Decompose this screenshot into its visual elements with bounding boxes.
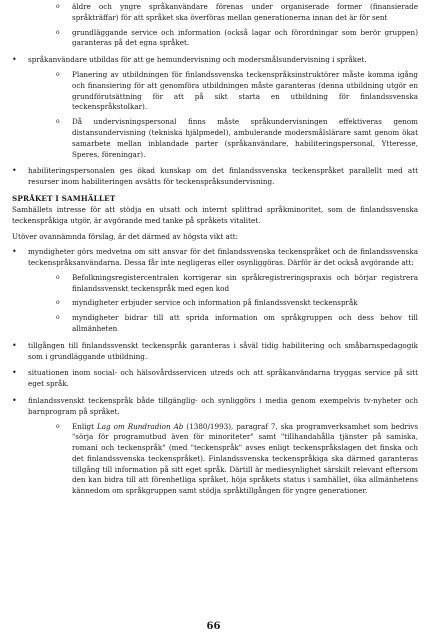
list-item: [12, 422, 418, 498]
list-item-text: habiliteringspersonalen ges ökad kunskap om det finlandssvenska teckenspråket parallellt med att resurser inom habiliteringen avsätts för teckenspråksundervisning.: [28, 166, 418, 187]
bullet-icon: •: [12, 368, 17, 378]
list-item: [12, 55, 418, 66]
bullet-icon: •: [12, 55, 17, 65]
law-intro: Enligt: [72, 421, 97, 431]
list-item-text: Befolkningsregistercentralen korrigerar sin språkregistreringspraxis och börjar registrera finlandssvenskt teckenspråk med egen kod: [72, 272, 418, 293]
list-item-text: myndigheter bidrar till att sprida information om språkgruppen och dess behov till allmänheten: [72, 313, 418, 333]
list-item: [12, 70, 418, 113]
list-item: [12, 2, 418, 24]
list-item-text: Då undervisningspersonal finns måste språkundervisningen effektiveras genom distansundervisning (tekniska hjälpmedel), ambulerande modersmålslärare samt genom ökat samarbete mellan inblandade parter (språkanvändare, habiliteringspersonal, Ytteresse, Speres, föreningar).: [72, 117, 418, 159]
list-item: [12, 117, 418, 160]
list-item-text: finlandssvenskt teckenspråk både tillgänglig- och synliggörs i media genom exempelvis tv-nyheter och barnprogram på språket.: [28, 395, 418, 416]
list-item: [12, 341, 418, 363]
list-item: [12, 166, 418, 188]
list-item: [12, 273, 418, 295]
circle-bullet-icon: o: [56, 28, 60, 36]
list-item: [12, 368, 418, 390]
bullet-icon: •: [12, 340, 17, 350]
list-item-text: [72, 422, 418, 498]
list-item-text: myndigheter erbjuder service och information på finlandssvenskt teckenspråk: [72, 298, 358, 308]
list-item-text: situationen inom social- och hälsovårdsservicen utreds och att språkanvändarna tryggas service på sitt eget språk.: [28, 368, 418, 389]
law-text: (1380/1993), paragraf 7, ska programverksamhet som bedrivs "sörja för programutbud även för minoriteter" samt "tillhandahålla tjänster på samiska, romani och teckenspråk" (med "teckenspråk" avses enligt teckenspråkslagen det finska och det finlandssvenska teckenspråket). Finlandssvenska teckenspråkiga ska därmed garanteras tillgång till information på sitt eget språk. Därtill är mediesynlighet särskilt relevant eftersom den kan bidra till att förenhetliga språket, höja språkets status i samhället, öka allmänhetens kännedom om språkgruppen samt stödja språktillgången för yngre generationer.: [72, 421, 419, 496]
list-item: [12, 298, 418, 309]
section-heading: SPRÅKET I SAMHÄLLET: [12, 193, 116, 203]
page-number: 66: [206, 621, 221, 632]
circle-bullet-icon: o: [56, 422, 60, 430]
circle-bullet-icon: o: [56, 299, 60, 307]
list-item-text: tillgången till finlandssvenskt teckenspråk garanteras i såväl tidig habilitering och småbarnspedagogik som i grundläggande utbildning.: [28, 340, 418, 361]
list-item-text: äldre och yngre språkanvändare förenas under organiserade former (finansierade språkträffar) för att språket ska överföras mellan generationerna innan det är för sent: [72, 2, 418, 22]
list-item-text: grundläggande service och information (också lagar och förordningar som berör gruppen) garanteras på det egna språket.: [72, 27, 418, 48]
bullet-icon: •: [12, 395, 17, 405]
list-item: [12, 247, 418, 269]
bullet-icon: •: [12, 166, 17, 176]
document-body: [12, 2, 418, 497]
list-item: [12, 313, 418, 335]
list-item: [12, 396, 418, 418]
bullet-icon: •: [12, 247, 17, 257]
circle-bullet-icon: o: [56, 3, 60, 10]
paragraph: Utöver ovannämnda förslag, är det därmed av högsta vikt att:: [12, 232, 239, 242]
paragraph: Samhällets intresse för att stödja en utsatt och internt splittrad språkminoritet, som de finlandssvenska teckenspråkiga utgör, är avgörande med tanke på språkets vitalitet.: [12, 204, 418, 225]
circle-bullet-icon: o: [56, 273, 60, 281]
list-item-text: språkanvändare utbildas för att ge hemundervisning och modersmålsundervisning i språket.: [28, 55, 367, 65]
list-item: [12, 28, 418, 50]
list-item-text: Planering av utbildningen för finlandssvenska teckenspråksinstruktörer måste komma igång och finansiering för att genomföra utbildningen måste garanteras (denna utbildning utgör en grundförutsättning för att på sikt starta en utbildning för finlandssvenska teckenspråkstolkar).: [72, 69, 418, 112]
circle-bullet-icon: o: [56, 70, 60, 78]
circle-bullet-icon: o: [56, 118, 60, 126]
list-item-text: myndigheter görs medvetna om sitt ansvar för det finlandssvenska teckenspråket och de finlandssvenska teckenspråksanvändarna. Dessa får inte negligeras eller osynliggöras. Därför är det också avgörande att:: [28, 247, 418, 267]
law-title: Lag om Rundradion Ab: [96, 421, 184, 431]
circle-bullet-icon: o: [56, 314, 60, 322]
